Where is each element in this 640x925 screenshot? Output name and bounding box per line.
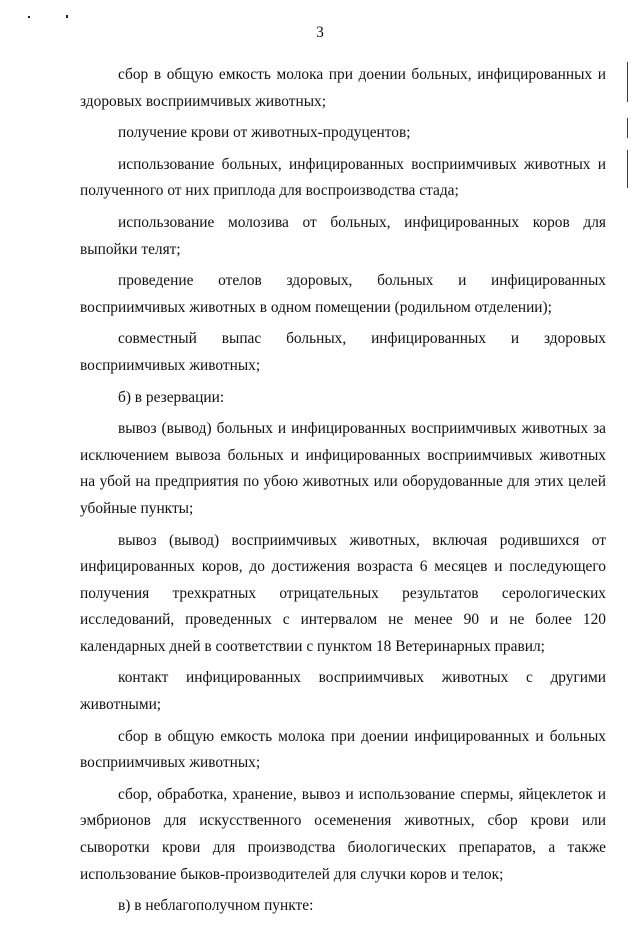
page-number: 3 xyxy=(316,24,324,41)
document-body xyxy=(80,62,606,925)
scan-edge-line xyxy=(627,62,628,102)
section-heading: б) в резервации: xyxy=(118,388,225,406)
paragraph: вывоз (вывод) восприимчивых животных, включая родившихся от инфицированных коров, до достижения возраста 6 месяцев и последующего получения трехкратных отрицательных результатов серологических исследований, проведенных с интервалом не менее 90 и не более 120 календарных дней в соответствии с пунктом 18 Ветеринарных правил; xyxy=(80,531,606,655)
scan-edge-line xyxy=(627,150,628,188)
paragraph: использование молозива от больных, инфицированных коров для выпойки телят; xyxy=(80,213,606,258)
scan-mark xyxy=(66,15,68,18)
paragraph: сбор в общую емкость молока при доении больных, инфицированных и здоровых восприимчивых животных; xyxy=(80,66,606,110)
scan-mark xyxy=(28,16,30,18)
scan-edge-line xyxy=(627,118,628,138)
paragraph: контакт инфицированных восприимчивых животных с другими животными; xyxy=(80,669,606,714)
paragraph: вывоз (вывод) больных и инфицированных восприимчивых животных за исключением вывоза больных и инфицированных восприимчивых животных на убой на предприятия по убою животных или оборудованные для этих целей убойные пункты; xyxy=(80,420,606,517)
paragraph: сбор в общую емкость молока при доении инфицированных и больных восприимчивых животных; xyxy=(80,727,606,772)
paragraph: совместный выпас больных, инфицированных и здоровых восприимчивых животных; xyxy=(80,330,606,374)
paragraph: использование больных, инфицированных восприимчивых животных и полученного от них приплода для воспроизводства стада; xyxy=(80,155,606,200)
paragraph: проведение отелов здоровых, больных и инфицированных восприимчивых животных в одном помещении (родильном отделении); xyxy=(80,272,606,316)
paragraph: сбор, обработка, хранение, вывоз и использование спермы, яйцеклеток и эмбрионов для искусственного осеменения животных, сбор крови или сыворотки крови для производства биологических препаратов, а также использование быков-производителей для случки коров и телок; xyxy=(80,785,606,883)
section-heading: в) в неблагополучном пункте: xyxy=(118,897,314,915)
paragraph: получение крови от животных-продуцентов; xyxy=(118,124,411,142)
